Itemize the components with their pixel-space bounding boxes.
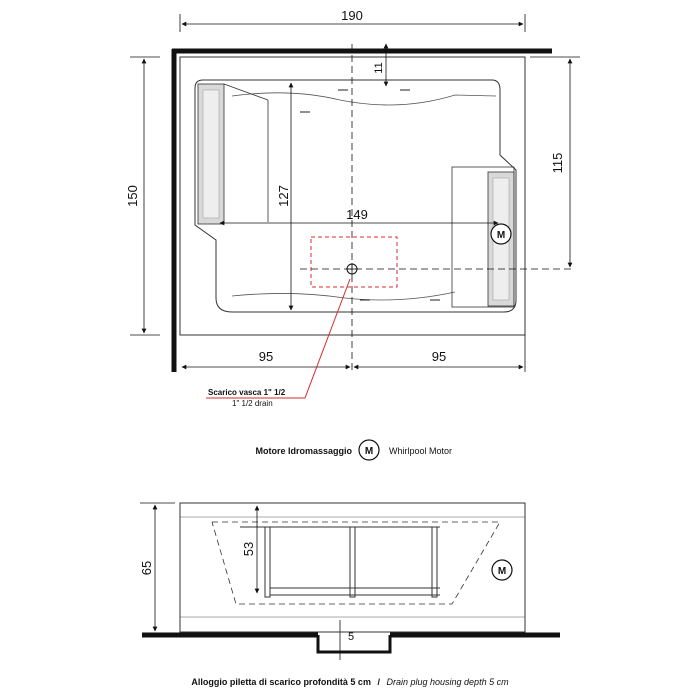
drain-leader bbox=[206, 279, 350, 398]
legend-label-en: Whirlpool Motor bbox=[389, 446, 453, 456]
drain-area bbox=[311, 237, 397, 287]
dim-label-95-left: 95 bbox=[258, 349, 274, 364]
footer-text-en: Drain plug housing depth 5 cm bbox=[386, 677, 509, 687]
dim-label-11: 11 bbox=[373, 62, 385, 74]
side-view bbox=[139, 503, 560, 660]
motor-letter-side: M bbox=[497, 566, 507, 577]
dim-label-149: 149 bbox=[346, 207, 368, 222]
legend-label-it: Motore Idromassaggio bbox=[255, 446, 352, 456]
dim-label-115: 115 bbox=[550, 152, 565, 174]
footer-separator: / bbox=[377, 677, 380, 687]
dim-label-5: 5 bbox=[348, 631, 355, 643]
footer-caption bbox=[191, 677, 509, 687]
top-view bbox=[125, 8, 580, 408]
tub-basin bbox=[195, 80, 516, 312]
dim-label-127: 127 bbox=[276, 185, 291, 207]
dim-label-53: 53 bbox=[241, 541, 256, 557]
frame-structure bbox=[240, 527, 440, 597]
dim-label-95-right: 95 bbox=[431, 349, 447, 364]
dim-label-65: 65 bbox=[139, 560, 154, 576]
motor-letter-top: M bbox=[496, 230, 506, 241]
drain-label-en: 1" 1/2 drain bbox=[232, 399, 273, 408]
basin-contour-top bbox=[232, 93, 496, 105]
headrest-left-edge bbox=[224, 84, 268, 100]
jet-marks bbox=[300, 90, 440, 300]
legend bbox=[255, 440, 452, 460]
footer-text-it: Alloggio piletta di scarico profondità 5 cm bbox=[191, 677, 371, 687]
legend-motor-letter: M bbox=[364, 446, 374, 457]
basin-side-dashed bbox=[212, 522, 500, 604]
dim-label-150: 150 bbox=[125, 185, 140, 207]
drain-label-it: Scarico vasca 1" 1/2 bbox=[208, 388, 286, 397]
tub-outline bbox=[180, 57, 525, 335]
headrest-left-inner bbox=[203, 90, 219, 218]
dim-label-190: 190 bbox=[341, 8, 363, 23]
